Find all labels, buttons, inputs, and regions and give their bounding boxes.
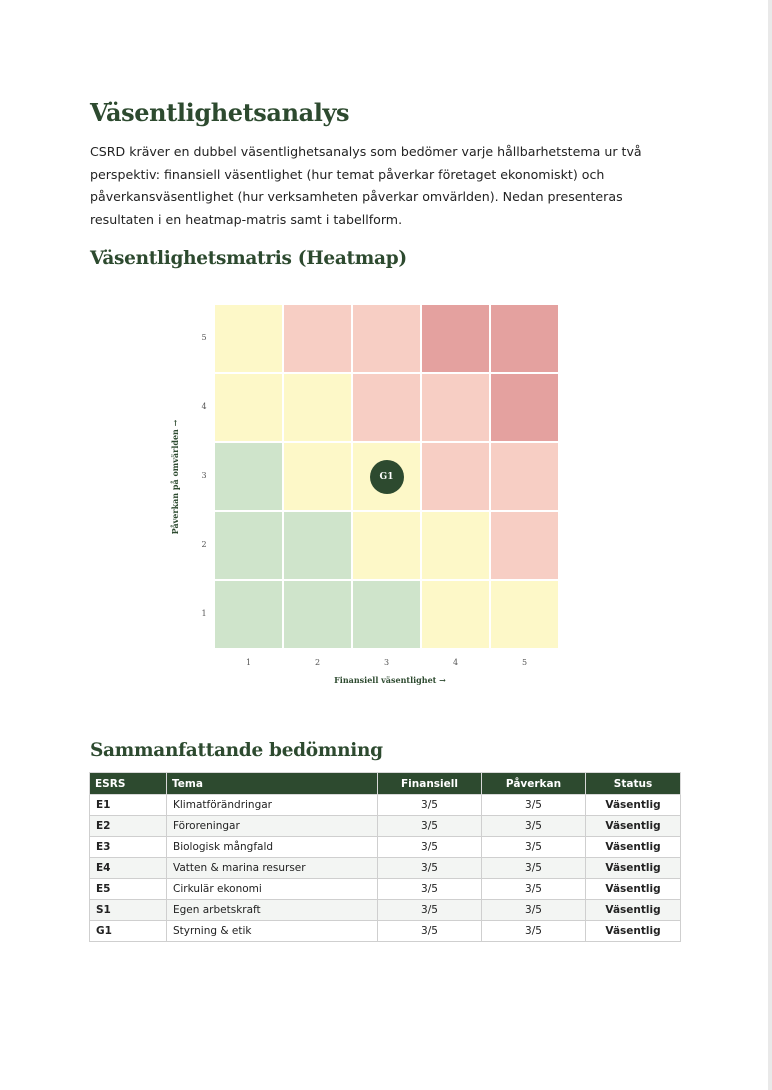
page-edge bbox=[768, 0, 772, 1090]
heatmap-cell bbox=[422, 512, 489, 579]
heatmap-cell bbox=[215, 512, 282, 579]
heatmap-cell bbox=[284, 374, 351, 441]
heatmap-cell bbox=[353, 581, 420, 648]
header-status: Status bbox=[586, 773, 681, 795]
cell-tema: Styrning & etik bbox=[167, 921, 378, 942]
cell-finansiell: 3/5 bbox=[378, 858, 482, 879]
heatmap-cell bbox=[422, 581, 489, 648]
cell-status: Väsentlig bbox=[586, 879, 681, 900]
heatmap-cell bbox=[422, 305, 489, 372]
y-axis-label: Påverkan på omvärlden → bbox=[170, 419, 180, 535]
cell-esrs: E5 bbox=[90, 879, 167, 900]
cell-paverkan: 3/5 bbox=[482, 795, 586, 816]
heatmap-cell bbox=[284, 581, 351, 648]
x-tick-label: 2 bbox=[314, 658, 321, 667]
y-tick-label: 2 bbox=[201, 539, 207, 549]
heatmap-cell bbox=[491, 443, 558, 510]
cell-esrs: E3 bbox=[90, 837, 167, 858]
cell-esrs: G1 bbox=[90, 921, 167, 942]
cell-tema: Vatten & marina resurser bbox=[167, 858, 378, 879]
cell-paverkan: 3/5 bbox=[482, 879, 586, 900]
heatmap-cell bbox=[215, 374, 282, 441]
heatmap-cell bbox=[215, 305, 282, 372]
cell-paverkan: 3/5 bbox=[482, 837, 586, 858]
heatmap-cell bbox=[215, 443, 282, 510]
cell-finansiell: 3/5 bbox=[378, 795, 482, 816]
cell-finansiell: 3/5 bbox=[378, 921, 482, 942]
heatmap-cell bbox=[353, 512, 420, 579]
y-tick-label: 5 bbox=[201, 332, 207, 342]
heatmap-cell bbox=[422, 374, 489, 441]
cell-tema: Egen arbetskraft bbox=[167, 900, 378, 921]
cell-tema: Cirkulär ekonomi bbox=[167, 879, 378, 900]
heatmap-cell bbox=[215, 581, 282, 648]
cell-finansiell: 3/5 bbox=[378, 900, 482, 921]
cell-esrs: S1 bbox=[90, 900, 167, 921]
table-row bbox=[90, 795, 681, 816]
cell-finansiell: 3/5 bbox=[378, 879, 482, 900]
cell-finansiell: 3/5 bbox=[378, 837, 482, 858]
cell-status: Väsentlig bbox=[586, 858, 681, 879]
x-axis-label: Finansiell väsentlighet → bbox=[334, 675, 446, 685]
cell-esrs: E2 bbox=[90, 816, 167, 837]
heatmap-cell bbox=[284, 305, 351, 372]
header-esrs: ESRS bbox=[90, 773, 167, 795]
cell-finansiell: 3/5 bbox=[378, 816, 482, 837]
x-tick-label: 4 bbox=[452, 658, 459, 667]
materiality-heatmap bbox=[215, 305, 561, 651]
cell-status: Väsentlig bbox=[586, 900, 681, 921]
cell-tema: Klimatförändringar bbox=[167, 795, 378, 816]
header-paverkan: Påverkan bbox=[482, 773, 586, 795]
heatmap-cell bbox=[422, 443, 489, 510]
heatmap-cell bbox=[284, 512, 351, 579]
heatmap-cell bbox=[353, 374, 420, 441]
cell-status: Väsentlig bbox=[586, 921, 681, 942]
cell-paverkan: 3/5 bbox=[482, 816, 586, 837]
heatmap-cell bbox=[284, 443, 351, 510]
table-row bbox=[90, 816, 681, 837]
table-row bbox=[90, 837, 681, 858]
cell-status: Väsentlig bbox=[586, 816, 681, 837]
heatmap-cell bbox=[491, 305, 558, 372]
heatmap-cell bbox=[491, 374, 558, 441]
cell-paverkan: 3/5 bbox=[482, 858, 586, 879]
cell-tema: Föroreningar bbox=[167, 816, 378, 837]
topic-marker: G1 bbox=[370, 460, 404, 494]
x-tick-label: 3 bbox=[383, 658, 390, 667]
cell-paverkan: 3/5 bbox=[482, 921, 586, 942]
table-row bbox=[90, 879, 681, 900]
table-row bbox=[90, 900, 681, 921]
heatmap-cell bbox=[353, 305, 420, 372]
cell-status: Väsentlig bbox=[586, 795, 681, 816]
y-tick-label: 3 bbox=[201, 470, 207, 480]
matrix-heading: Väsentlighetsmatris (Heatmap) bbox=[90, 248, 407, 269]
table-row bbox=[90, 921, 681, 942]
intro-paragraph: CSRD kräver en dubbel väsentlighetsanalys som bedömer varje hållbarhetstema ur två perspektiv: finansiell väsentlighet (hur temat påverkar företaget ekonomiskt) och påverkansväsentlighet (hur verksamheten påverkar omvärlden). Nedan presenteras resultaten i en heatmap-matris samt i tabellform. bbox=[90, 144, 642, 227]
cell-esrs: E1 bbox=[90, 795, 167, 816]
page-title: Väsentlighetsanalys bbox=[90, 98, 350, 127]
cell-esrs: E4 bbox=[90, 858, 167, 879]
y-tick-label: 4 bbox=[201, 401, 207, 411]
table-row bbox=[90, 858, 681, 879]
table-header-row bbox=[90, 773, 681, 795]
heatmap-cell bbox=[491, 581, 558, 648]
summary-table bbox=[89, 772, 681, 942]
summary-heading: Sammanfattande bedömning bbox=[90, 740, 383, 761]
cell-status: Väsentlig bbox=[586, 837, 681, 858]
header-tema: Tema bbox=[167, 773, 378, 795]
heatmap-cell bbox=[491, 512, 558, 579]
y-tick-label: 1 bbox=[201, 608, 207, 618]
x-tick-label: 5 bbox=[521, 658, 528, 667]
cell-paverkan: 3/5 bbox=[482, 900, 586, 921]
header-finansiell: Finansiell bbox=[378, 773, 482, 795]
x-tick-label: 1 bbox=[245, 658, 252, 667]
cell-tema: Biologisk mångfald bbox=[167, 837, 378, 858]
